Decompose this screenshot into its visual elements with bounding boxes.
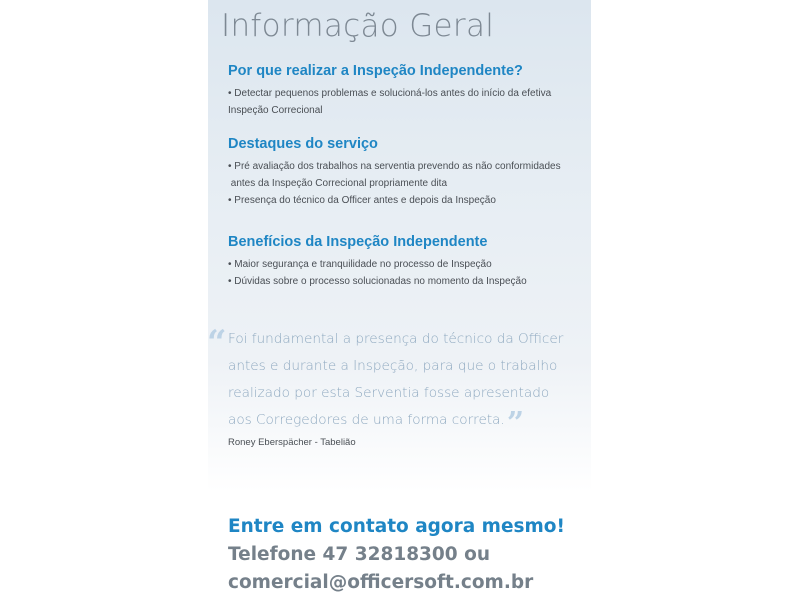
open-quote-icon: “ bbox=[207, 323, 227, 363]
bullet-item bbox=[228, 256, 583, 273]
testimonial bbox=[207, 323, 591, 441]
bullet-line: • Dúvidas sobre o processo solucionadas no momento da Inspeção bbox=[228, 276, 527, 287]
section-highlights bbox=[228, 136, 583, 209]
bullet-item bbox=[228, 158, 583, 192]
section-heading: Por que realizar a Inspeção Independente? bbox=[228, 63, 523, 79]
page-title: Informação Geral bbox=[221, 8, 495, 44]
contact-block bbox=[228, 513, 565, 597]
section-heading: Destaques do serviço bbox=[228, 136, 378, 152]
contact-phone: Telefone 47 32818300 ou bbox=[228, 544, 490, 565]
contact-cta: Entre em contato agora mesmo! bbox=[228, 516, 565, 537]
bullet-line: • Detectar pequenos problemas e solucioná-los antes do início da efetiva bbox=[228, 88, 552, 99]
testimonial-line: aos Corregedores de uma forma correta. bbox=[228, 412, 505, 428]
bullet-item bbox=[228, 192, 583, 209]
bullet-line: antes da Inspeção Correcional propriamente dita bbox=[228, 178, 448, 189]
testimonial-line: Foi fundamental a presença do técnico da Officer bbox=[228, 331, 564, 347]
bullet-item bbox=[228, 273, 583, 290]
testimonial-line: antes e durante a Inspeção, para que o trabalho bbox=[228, 358, 558, 374]
section-why bbox=[228, 63, 583, 119]
bullet-item bbox=[228, 85, 583, 119]
testimonial-line: realizado por esta Serventia fosse apresentado bbox=[228, 385, 550, 401]
section-benefits bbox=[228, 234, 583, 290]
section-heading: Benefícios da Inspeção Independente bbox=[228, 234, 488, 250]
testimonial-author: Roney Eberspächer - Tabelião bbox=[228, 437, 356, 448]
close-quote-icon: ” bbox=[506, 406, 525, 441]
bullet-line: • Presença do técnico da Officer antes e depois da Inspeção bbox=[228, 195, 496, 206]
testimonial-last-line bbox=[228, 406, 563, 441]
info-page bbox=[208, 0, 591, 600]
bullet-line: • Maior segurança e tranquilidade no processo de Inspeção bbox=[228, 259, 492, 270]
bullet-line: • Pré avaliação dos trabalhos na serventia prevendo as não conformidades bbox=[228, 161, 561, 172]
contact-email: comercial@officersoft.com.br bbox=[228, 572, 534, 593]
bullet-line: Inspeção Correcional bbox=[228, 105, 323, 116]
testimonial-text bbox=[228, 326, 564, 441]
